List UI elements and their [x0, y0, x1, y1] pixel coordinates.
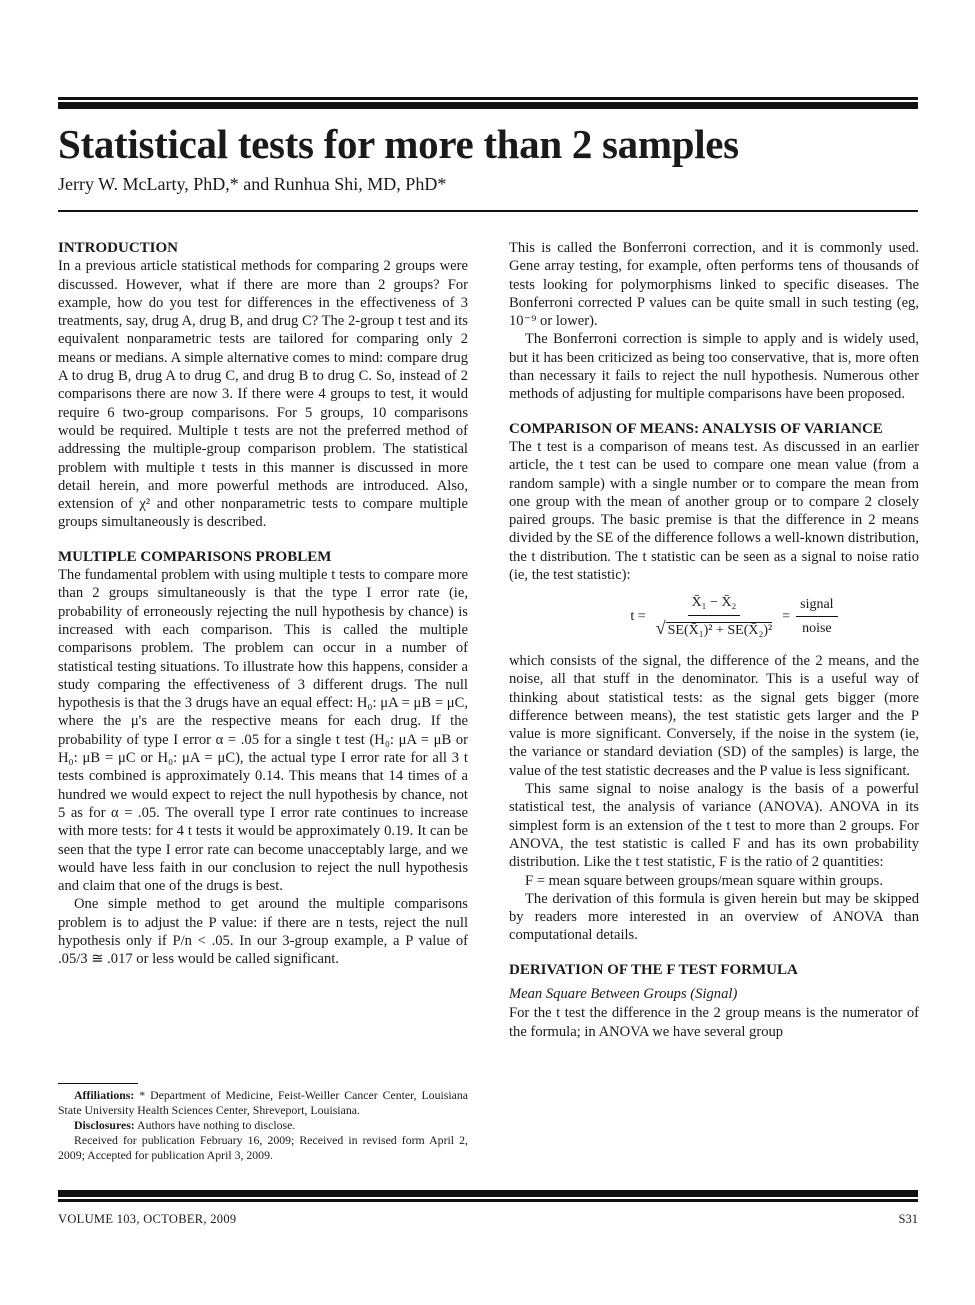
anova-paragraph-5: The derivation of this formula is given herein but may be skipped by readers more interested in an overview of ANOVA than computational details.	[509, 890, 919, 944]
affiliations-text: * Department of Medicine, Feist-Weiller Cancer Center, Louisiana State University Health Sciences Center, Shreveport, Louisiana.	[58, 1088, 468, 1117]
sqrt-icon: √	[655, 617, 666, 638]
section-heading-multiple-comparisons: MULTIPLE COMPARISONS PROBLEM	[58, 548, 332, 565]
top-rule-thin	[58, 97, 918, 100]
footnote-received: Received for publication February 16, 2009; Received in revised form April 2, 2009; Accepted for publication April 3, 2009.	[58, 1133, 468, 1162]
footnote-affiliations	[58, 1088, 468, 1118]
anova-paragraph-3: This same signal to noise analogy is the basis of a powerful statistical test, the analysis of variance (ANOVA). ANOVA in its simplest form is an extension of the t test to more than 2 groups. For ANOVA, the test statistic is called F and has its own probability distribution. Like the t test statistic, F is the ratio of 2 quantities:	[509, 781, 919, 871]
equation-lhs: t =	[630, 608, 646, 624]
equation-denominator-text: SE(X̄₁)² + SE(X̄₂)²	[667, 622, 773, 638]
subheading-mean-square-between: Mean Square Between Groups (Signal)	[509, 985, 738, 1002]
bonferroni-paragraph-1: This is called the Bonferroni correction, and it is commonly used. Gene array testing, for example, often performs tens of thousands of tests looking for polymorphisms linked to specific diseases. The Bonferroni corrected P values can be quite small in such testing (eg, 10⁻⁹ or lower).	[509, 240, 919, 330]
bonferroni-paragraph-2: The Bonferroni correction is simple to apply and is widely used, but it has been criticized as being too conservative, that is, more often than necessary it fails to reject the null hypothesis. Numerous other methods of adjusting for multiple comparisons have been proposed.	[509, 331, 919, 403]
section-heading-anova: COMPARISON OF MEANS: ANALYSIS OF VARIANCE	[509, 420, 883, 437]
equation-numerator: X̄₁ − X̄₂	[688, 594, 741, 615]
equation-equals: =	[782, 608, 791, 624]
equation-signal-noise	[796, 596, 837, 639]
affiliations-label: Affiliations:	[74, 1088, 135, 1102]
multiple-paragraph-2: One simple method to get around the multiple comparisons problem is to adjust the P value: if there are n tests, reject the null hypothesis only if P/n < .05. In our 3-group example, a P value of .05/3 ≅ .017 or less would be called significant.	[58, 896, 468, 968]
multiple-paragraph-1: The fundamental problem with using multiple t tests to compare more than 2 groups simultaneously is that the type I error rate (ie, probability of erroneously rejecting the null hypothesis by chance) is increased with each comparison. This is called the multiple comparisons problem. The problem can occur in a number of statistical testing situations. To illustrate how this happens, consider a study comparing the effectiveness of 3 different drugs. The null hypothesis is that the 3 drugs have an equal effect: H₀: μA = μB = μC, where the μ's are the respective means for each drug. If the probability of type I error α = .05 for a single t test (H₀: μA = μB or H₀: μB = μC or H₀: μA = μC), the actual type I error rate for all 3 t tests combined is approximately 0.14. This means that 14 times of a hundred we would expect to reject the null hypothesis by chance, not 5 as for α = .05. The overall type I error rate continues to increase with more tests: for 4 t tests it would be approximately 0.19. It can be seen that the type I error rate can become unacceptably large, and we would have less faith in our conclusion to reject the null hypothesis and claim that one of the drugs is best.	[58, 567, 468, 895]
section-heading-introduction: INTRODUCTION	[58, 240, 179, 256]
footer-page-number: S31	[898, 1212, 918, 1226]
bottom-rule-thick	[58, 1190, 918, 1197]
footnote-rule	[58, 1083, 138, 1084]
footnote-disclosures	[58, 1118, 468, 1133]
anova-paragraph-2: which consists of the signal, the difference of the 2 means, and the noise, all that stuff in the denominator. This is a useful way of thinking about statistical tests: as the signal gets bigger (more difference between means), the test statistic gets larger and the P value is more significant. Conversely, if the noise in the system (ie, the variance or standard deviation (SD) of the samples) is large, the value of the test statistic decreases and the P value is less significant.	[509, 652, 919, 779]
anova-paragraph-1: The t test is a comparison of means test. As discussed in an earlier article, the t test can be used to compare one mean value (from a random sample) with a single number or to compare the mean from one group with the mean of another group or to compare 2 closely paired groups. The basic premise is that the difference in 2 means divided by the SE of the difference follows a well-known distribution, the t distribution. The t statistic can be seen as a signal to noise ratio (ie, the test statistic):	[509, 438, 919, 584]
bottom-rule-thin	[58, 1199, 918, 1202]
header-divider	[58, 210, 918, 212]
equation-denominator	[652, 616, 777, 640]
footer-volume: VOLUME 103, OCTOBER, 2009	[58, 1212, 237, 1226]
footnotes	[58, 1083, 468, 1163]
right-column	[509, 239, 919, 1041]
anova-paragraph-4: F = mean square between groups/mean square within groups.	[525, 872, 883, 889]
authors: Jerry W. McLarty, PhD,* and Runhua Shi, MD, PhD*	[58, 174, 447, 194]
top-rule-thick	[58, 102, 918, 109]
equation-signal: signal	[796, 596, 837, 617]
intro-paragraph: In a previous article statistical methods for comparing 2 groups were discussed. However, what if there are more than 2 groups? For example, how do you test for differences in the effectiveness of 3 treatments, say, drug A, drug B, and drug C? The 2-group t test and its equivalent nonparametric tests are tailored for comparing only 2 means or medians. A simple alternative comes to mind: compare drug A to drug B, drug A to drug C, and drug B to drug C. So, instead of 2 comparisons there are now 3. If there were 4 groups to test, it would require 6 two-group comparisons. For 5 groups, 10 comparisons would be required. Multiple t tests are not the preferred method of addressing the multiple-group comparison problem. The statistical problem with multiple t tests in this manner is discussed in more detail herein, and more powerful methods are introduced. Also, extension of χ² and other nonparametric tests to compare multiple groups simultaneously is described.	[58, 258, 468, 531]
t-statistic-equation	[549, 594, 919, 640]
disclosures-label: Disclosures:	[74, 1118, 135, 1132]
article-title: Statistical tests for more than 2 samples	[58, 121, 739, 167]
section-heading-derivation: DERIVATION OF THE F TEST FORMULA	[509, 961, 798, 978]
disclosures-text: Authors have nothing to disclose.	[137, 1118, 296, 1132]
equation-main-fraction	[652, 594, 777, 640]
derivation-paragraph-1: For the t test the difference in the 2 group means is the numerator of the formula; in ANOVA we have several group	[509, 1005, 919, 1040]
left-column	[58, 239, 468, 969]
equation-noise: noise	[802, 621, 832, 637]
